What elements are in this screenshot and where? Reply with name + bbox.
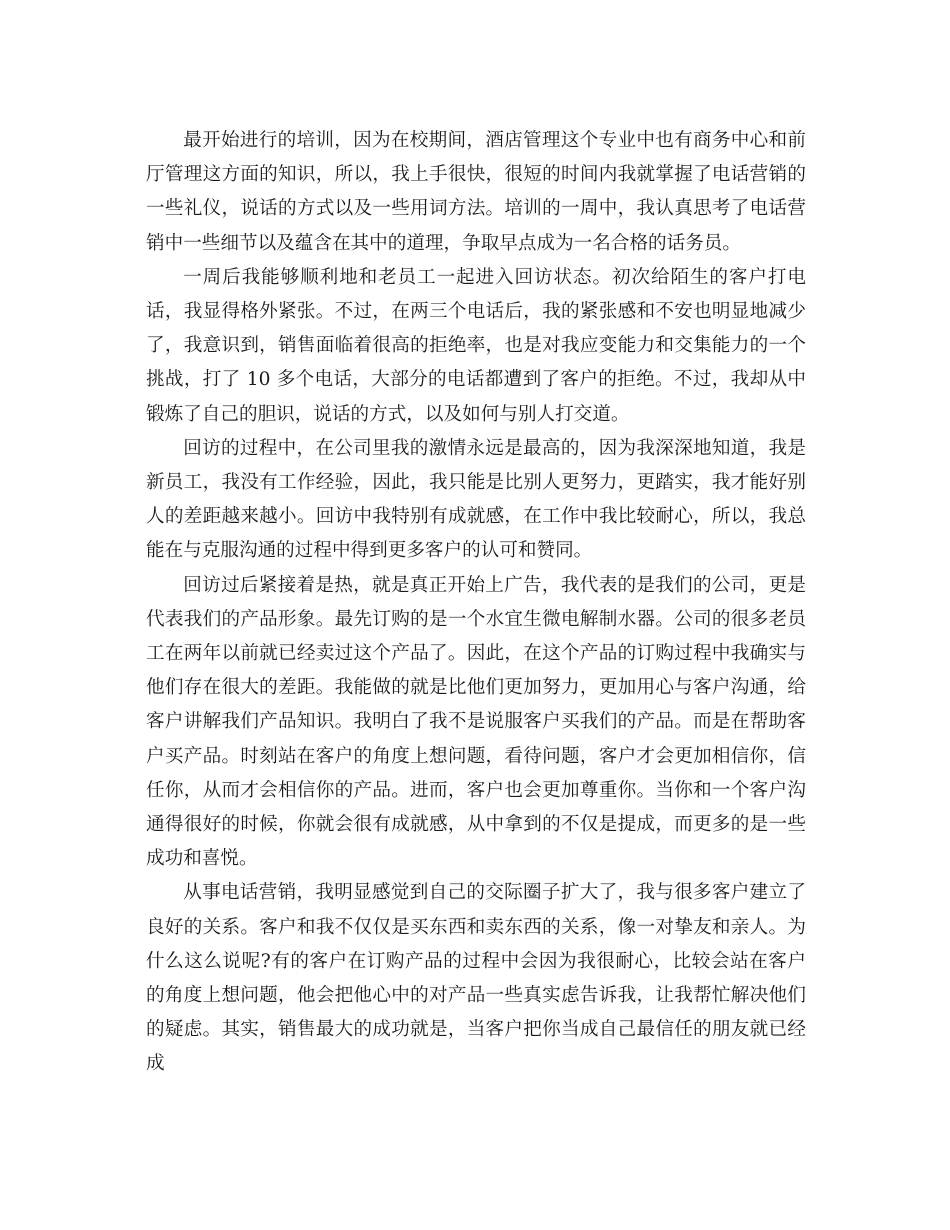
- document-body: [146, 124, 806, 1082]
- paragraph-1: 最开始进行的培训，因为在校期间，酒店管理这个专业中也有商务中心和前厅管理这方面的知识，所以，我上手很快，很短的时间内我就掌握了电话营销的一些礼仪，说话的方式以及一些用词方法。培训的一周中，我认真思考了电话营销中一些细节以及蕴含在其中的道理，争取早点成为一名合格的话务员。: [146, 130, 806, 254]
- paragraph-4: 回访过后紧接着是热，就是真正开始上广告，我代表的是我们的公司，更是代表我们的产品形象。最先订购的是一个水宜生微电解制水器。公司的很多老员工在两年以前就已经卖过这个产品了。因此，在这个产品的订购过程中我确实与他们存在很大的差距。我能做的就是比他们更加努力，更加用心与客户沟通，给客户讲解我们产品知识。我明白了我不是说服客户买我们的产品。而是在帮助客户买产品。时刻站在客户的角度上想问题，看待问题，客户才会更加相信你，信任你，从而才会相信你的产品。进而，客户也会更加尊重你。当你和一个客户沟通得很好的时候，你就会很有成就感，从中拿到的不仅是提成，而更多的是一些成功和喜悦。: [146, 574, 806, 870]
- paragraph-3: 回访的过程中，在公司里我的激情永远是最高的，因为我深深地知道，我是新员工，我没有工作经验，因此，我只能是比别人更努力，更踏实，我才能好别人的差距越来越小。回访中我特别有成就感，在工作中我比较耐心，所以，我总能在与克服沟通的过程中得到更多客户的认可和赞同。: [146, 437, 806, 562]
- paragraph-5: 从事电话营销，我明显感觉到自己的交际圈子扩大了，我与很多客户建立了良好的关系。客户和我不仅仅是买东西和卖东西的关系，像一对挚友和亲人。为什么这么说呢?有的客户在订购产品的过程中会因为我很耐心，比较会站在客户的角度上想问题，他会把他心中的对产品一些真实虑告诉我，让我帮忙解决他们的疑虑。其实，销售最大的成功就是，当客户把你当成自己最信任的朋友就已经成: [146, 882, 806, 1075]
- paragraph-2: 一周后我能够顺利地和老员工一起进入回访状态。初次给陌生的客户打电话，我显得格外紧张。不过，在两三个电话后，我的紧张感和不安也明显地减少了，我意识到，销售面临着很高的拒绝率，也是对我应变能力和交集能力的一个挑战，打了 10 多个电话，大部分的电话都遭到了客户的拒绝。不过，我却从中锻炼了自己的胆识，说话的方式，以及如何与别人打交道。: [146, 266, 806, 425]
